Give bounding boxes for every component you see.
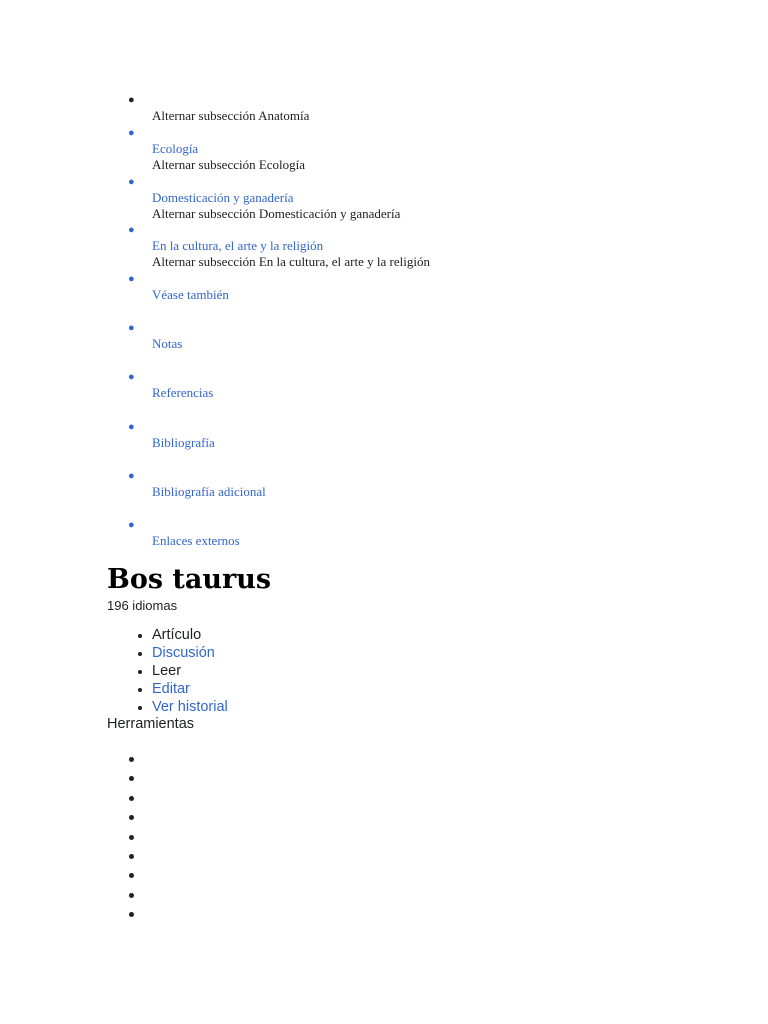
- bullet-icon: ●: [128, 127, 135, 139]
- toc-link-anatomia[interactable]: [152, 92, 309, 108]
- toc-item-bibliografia: [128, 419, 215, 451]
- toc-item-referencias: [128, 369, 214, 401]
- toc-item-anatomia: [128, 92, 310, 124]
- tools-list-item: [129, 873, 134, 878]
- tab-article[interactable]: Artículo: [152, 626, 228, 644]
- toc-item-notas: [128, 320, 183, 352]
- toc-item-ecologia: [128, 125, 306, 173]
- toc-link-notas[interactable]: Notas: [152, 336, 183, 351]
- bullet-icon: ●: [128, 322, 135, 334]
- tab-discussion[interactable]: Discusión: [152, 644, 228, 662]
- toc-link-bibliografia-adicional[interactable]: Bibliografía adicional: [152, 484, 266, 499]
- tools-list-item: [129, 912, 134, 917]
- tools-list-item: [129, 815, 134, 820]
- bullet-icon: ●: [128, 519, 135, 531]
- toc-link-ecologia[interactable]: Ecología: [152, 141, 199, 156]
- tools-list-item: [129, 893, 134, 898]
- bullet-icon: ●: [128, 371, 135, 383]
- toc-toggle-ecologia[interactable]: Alternar subsección Ecología: [152, 157, 306, 172]
- toc-item-enlaces-externos: [128, 517, 240, 549]
- toc-link-bibliografia[interactable]: Bibliografía: [152, 435, 215, 450]
- toc-link-enlaces-externos[interactable]: Enlaces externos: [152, 533, 240, 548]
- toc-toggle-cultura[interactable]: Alternar subsección En la cultura, el arte y la religión: [152, 254, 430, 269]
- tools-list-item: [129, 776, 134, 781]
- tools-list-item: [129, 854, 134, 859]
- toc-item-vease-tambien: [128, 271, 229, 303]
- toc-item-bibliografia-adicional: [128, 468, 266, 500]
- page-views-menu: [152, 626, 228, 716]
- tools-list-item: [129, 796, 134, 801]
- toc-link-cultura[interactable]: En la cultura, el arte y la religión: [152, 238, 324, 253]
- bullet-icon: ●: [128, 470, 135, 482]
- toc-toggle-anatomia[interactable]: Alternar subsección Anatomía: [152, 108, 310, 123]
- tab-view-history[interactable]: Ver historial: [152, 699, 228, 715]
- bullet-icon: ●: [128, 94, 135, 106]
- page-title: Bos taurus: [107, 564, 272, 595]
- toc-item-cultura: [128, 222, 430, 270]
- tools-list-item: [129, 757, 134, 762]
- toc-toggle-domesticacion[interactable]: Alternar subsección Domesticación y ganadería: [152, 206, 401, 221]
- bullet-icon: ●: [128, 421, 135, 433]
- tab-read[interactable]: Leer: [152, 662, 228, 680]
- tab-edit[interactable]: Editar: [152, 680, 228, 698]
- language-selector[interactable]: 196 idiomas: [107, 598, 178, 613]
- tools-list-item: [129, 835, 134, 840]
- bullet-icon: ●: [128, 273, 135, 285]
- toc-link-domesticacion[interactable]: Domesticación y ganadería: [152, 190, 294, 205]
- bullet-icon: ●: [128, 224, 135, 236]
- toc-link-referencias[interactable]: Referencias: [152, 385, 214, 400]
- tools-menu-label[interactable]: Herramientas: [107, 716, 195, 732]
- toc-link-vease-tambien[interactable]: Véase también: [152, 287, 229, 302]
- bullet-icon: ●: [128, 176, 135, 188]
- toc-item-domesticacion: [128, 174, 401, 222]
